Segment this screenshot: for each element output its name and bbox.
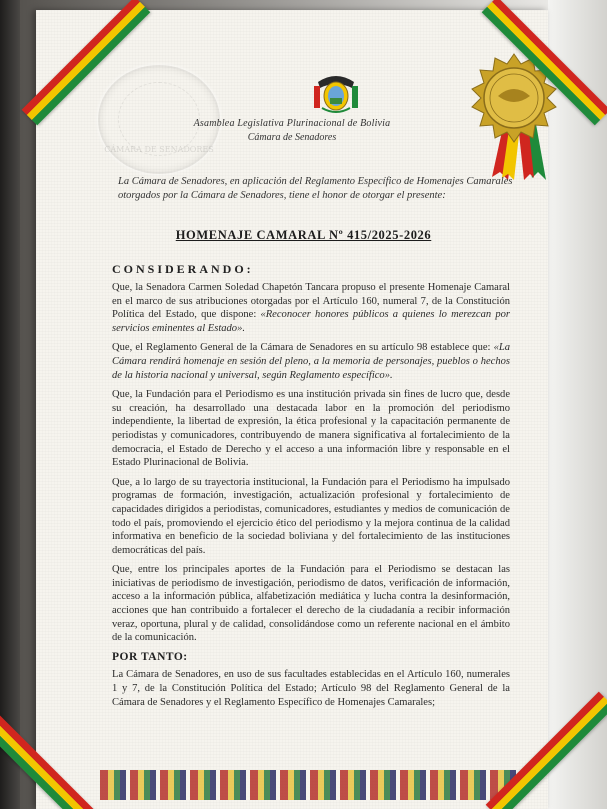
considerando-heading: CONSIDERANDO: bbox=[112, 262, 254, 276]
chamber-name: Cámara de Senadores bbox=[247, 132, 337, 143]
embossed-seal-text: CÁMARA DE SENADORES bbox=[104, 145, 214, 154]
paragraph-5: Que, entre los principales aportes de la Fundación para el Periodismo se destacan las iniciativas de periodismo de investigación, periodismo de datos, verificación de información, acceso a la información pública, alfabetización mediática y lucha contra la desinformación, acciones que han contribuido a fortalecer el derecho de la ciudadanía a recibir información veraz, oportuna, plural y de calidad, consolidándose como un referente nacional en el ámbito de la comunicación. bbox=[112, 564, 510, 644]
paragraph-4: Que, a lo largo de su trayectoria institucional, la Fundación para el Periodismo ha impulsado programas de formación, investigación, actualización profesional y fortalecimiento de capacidades dirigidos a periodistas, comunicadores, estudiantes y medios de comunicación de todo el país, promoviendo el ejercicio ético del periodismo y la mejora continua de la calidad informativa en beneficio de la sociedad boliviana y del fortalecimiento de las instituciones democráticas del país. bbox=[112, 476, 510, 556]
por-tanto-text: La Cámara de Senadores, en uso de sus facultades establecidas en el Artículo 160, numerales 1 y 7, de la Constitución Política del Estado; Artículo 98 del Reglamento General de la Cámara de Senadores y el Reglamento Específico de Homenajes Camarales; bbox=[112, 669, 510, 708]
folder-edge-left bbox=[0, 0, 20, 809]
paragraph-3: Que, la Fundación para el Periodismo es una institución privada sin fines de lucro que, desde su creación, ha desarrollado una destacada labor en la promoción del periodismo independiente, la libertad de expresión, la ética profesional y la capacitación permanente de periodistas y comunicadores, contribuyendo de manera significativa al fortalecimiento de la democracia, el Estado de Derecho y el acceso a una información libre y responsable en el Estado Plurinacional de Bolivia. bbox=[112, 389, 510, 469]
paragraph-1: Que, la Senadora Carmen Soledad Chapetón Tancara propuso el presente Homenaje Camaral en el marco de sus atribuciones otorgadas por el Artículo 160, numeral 7, de la Constitución Política del Estado, que dispone: «Reconocer honores públicos a quienes lo merezcan por servicios eminentes al Estado». bbox=[112, 282, 510, 334]
por-tanto-heading: POR TANTO: bbox=[112, 650, 188, 663]
document-title: HOMENAJE CAMARAL Nº 415/2025-2026 bbox=[175, 228, 432, 242]
intro-text: La Cámara de Senadores, en aplicación del Reglamento Específico de Homenajes Camarales otorgados por la Cámara de Senadores, tiene el honor de otorgar el presente: bbox=[118, 176, 513, 201]
coat-of-arms-icon bbox=[308, 68, 364, 116]
institution-name: Asamblea Legislativa Plurinacional de Bolivia bbox=[193, 118, 391, 129]
aguayo-border bbox=[100, 770, 520, 800]
paragraph-2: Que, el Reglamento General de la Cámara de Senadores en su artículo 98 establece que: «La Cámara rendirá homenaje en sesión del pleno, a la memoria de personajes, pueblos o hechos de la historia nacional y universal, según Reglamento específico». bbox=[112, 342, 510, 381]
document-body bbox=[112, 281, 510, 715]
